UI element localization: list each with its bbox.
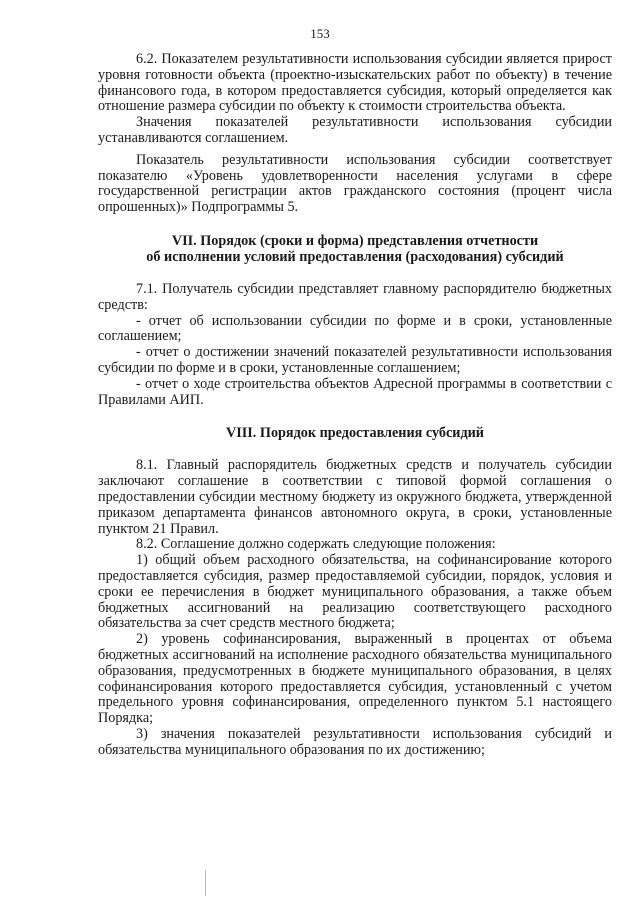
paragraph-indicator-values: Значения показателей результативности использования субсидии устанавливаются соглашением. — [98, 114, 612, 146]
list-item-report-construction: - отчет о ходе строительства объектов Адресной программы в соответствии с Правилами АИП. — [98, 375, 612, 408]
scan-margin-mark — [205, 870, 206, 896]
section-7-title — [98, 233, 612, 265]
list-item-report-indicators: - отчет о достижении значений показателей результативности использования субсидии по форме и в сроки, установленные соглашением; — [98, 344, 612, 376]
paragraph-indicator-correspondence: Показатель результативности использования субсидии соответствует показателю «Уровень удовлетворенности населения услугами в сфере государственной регистрации актов гражданского состояния (процент числа опрошенных)» Подпрограммы 5. — [98, 151, 612, 216]
list-item-3: 3) значения показателей результативности использования субсидий и обязательства муниципального образования по их достижению; — [98, 725, 612, 758]
paragraph-8-2: 8.2. Соглашение должно содержать следующие положения: — [136, 536, 496, 553]
list-item-report-usage: - отчет об использовании субсидии по форме и в сроки, установленные соглашением; — [98, 312, 612, 345]
list-item-1: 1) общий объем расходного обязательства, на софинансирование которого предоставляется субсидия, размер предоставляемой субсидии, порядок, условия и сроки ее перечисления в бюджет муниципального образования, а также объем бюджетных ассигнований на реализацию соответствующего расходного обязательства за счет средств местного бюджета; — [98, 552, 612, 632]
paragraph-6-2: 6.2. Показателем результативности использования субсидии является прирост уровня готовности объекта (проектно-изыскательских работ по объекту) в течение финансового года, в котором предоставляется субсидия, который определяется как отношение размера субсидии по объекту к стоимости строительства объекта. — [98, 51, 612, 115]
paragraph-7-1: 7.1. Получатель субсидии представляет главному распорядителю бюджетных средств: — [98, 280, 612, 313]
page-number: 153 — [310, 26, 330, 41]
section-8-title: VIII. Порядок предоставления субсидий — [226, 425, 484, 442]
paragraph-8-1: 8.1. Главный распорядитель бюджетных средств и получатель субсидии заключают соглашение в соответствии с типовой формой соглашения о предоставлении субсидии местному бюджету из окружного бюджета, утвержденной приказом департамента финансов автономного округа, в сроки, установленные пунктом 21 Правил. — [98, 457, 612, 537]
document-body — [98, 52, 612, 758]
section-7-title-line2: об исполнении условий предоставления (расходования) субсидий — [146, 248, 564, 265]
section-7-title-line1: VII. Порядок (сроки и форма) представления отчетности — [171, 232, 539, 249]
list-item-2: 2) уровень софинансирования, выраженный в процентах от объема бюджетных ассигнований на исполнение расходного обязательства муниципального образования, предусмотренных в бюджете муниципального образования, в целях софинансирования которого предоставляется субсидия, установленный с учетом предельного уровня софинансирования, определенного пунктом 5.1 настоящего Порядка; — [98, 631, 612, 727]
